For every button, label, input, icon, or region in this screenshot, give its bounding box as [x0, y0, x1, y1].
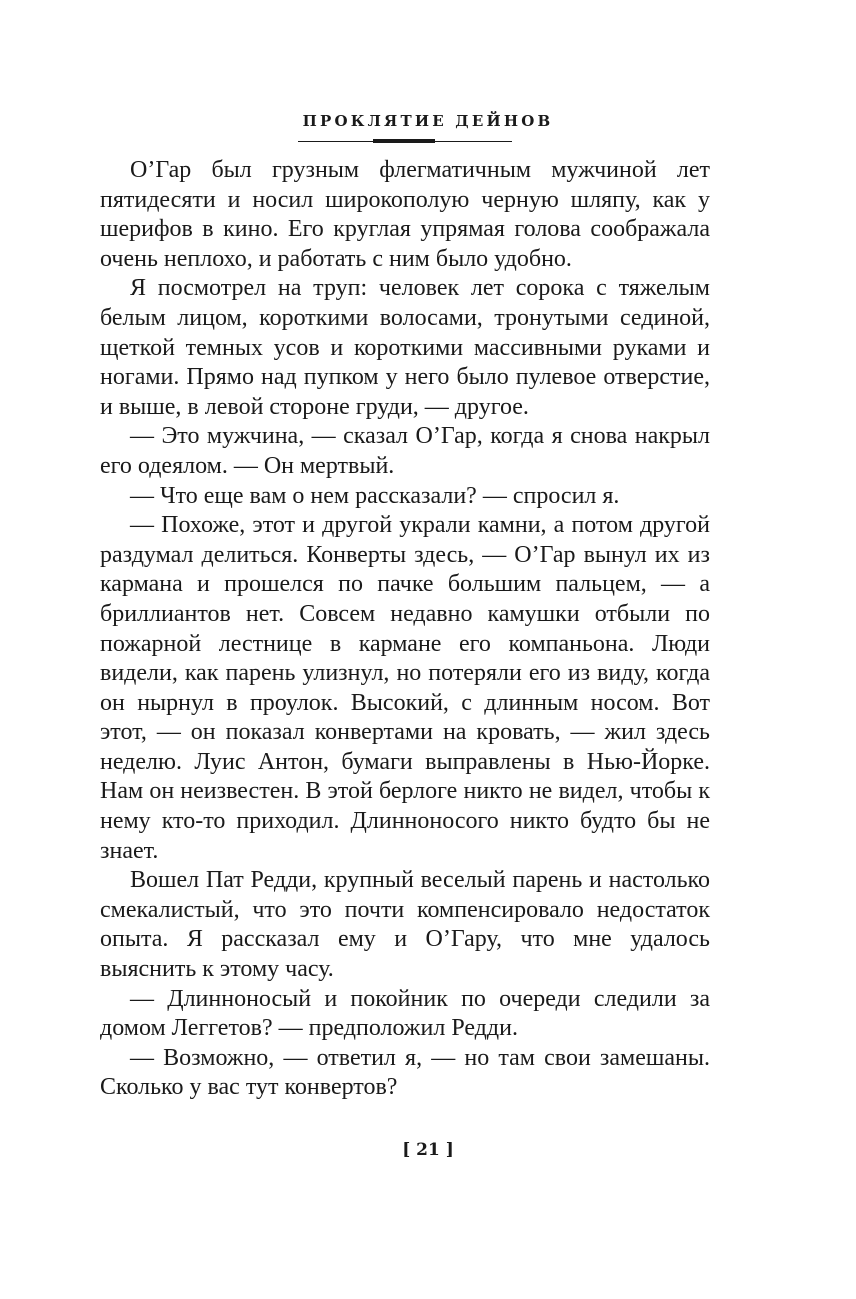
header-rule-accent: [373, 139, 435, 143]
paragraph: — Похоже, этот и другой украли камни, а потом другой раздумал делиться. Конверты здесь, — О’Гар вынул их из кармана и прошелся по пачке большим пальцем, — а бриллиантов нет. Совсем недавно камушки отбыли по пожарной лестнице в кармане его компаньона. Люди видели, как парень улизнул, но потеряли его из виду, когда он нырнул в проулок. Высокий, с длинным носом. Вот этот, — он показал конвертами на кровать, — жил здесь неделю. Луис Антон, бумаги выправлены в Нью-Йорке. Нам он неизвестен. В этой берлоге никто не видел, чтобы к нему кто-то приходил. Длинноносого никто будто бы не знает.: [100, 512, 710, 864]
body-text: [100, 156, 710, 1103]
paragraph: — Что еще вам о нем рассказали? — спросил я.: [130, 482, 620, 509]
paragraph: — Это мужчина, — сказал О’Гар, когда я снова накрыл его одеялом. — Он мертвый.: [100, 423, 710, 479]
running-head-title: ПРОКЛЯТИЕ ДЕЙНОВ: [302, 112, 554, 130]
page-number: [ 21 ]: [402, 1140, 454, 1160]
paragraph: О’Гар был грузным флегматичным мужчиной лет пятидесяти и носил широкополую черную шляпу, как у шерифов в кино. Его круглая упрямая голова соображала очень неплохо, и работать с ним было удобно.: [100, 157, 710, 272]
paragraph: — Длинноносый и покойник по очереди следили за домом Леггетов? — предположил Редди.: [100, 985, 710, 1042]
paragraph: Вошел Пат Редди, крупный веселый парень и настолько смекалистый, что это почти компенсировало недостаток опыта. Я рассказал ему и О’Гару, что мне удалось выяснить к этому часу.: [100, 867, 710, 983]
paragraph: Я посмотрел на труп: человек лет сорока с тяжелым белым лицом, короткими волосами, тронутыми сединой, щеткой темных усов и короткими массивными руками и ногами. Прямо над пупком у него было пулевое отверстие, и выше, в левой стороне груди, — другое.: [100, 275, 710, 420]
paragraph: — Возможно, — ответил я, — но там свои замешаны. Сколько у вас тут конвертов?: [100, 1044, 710, 1101]
